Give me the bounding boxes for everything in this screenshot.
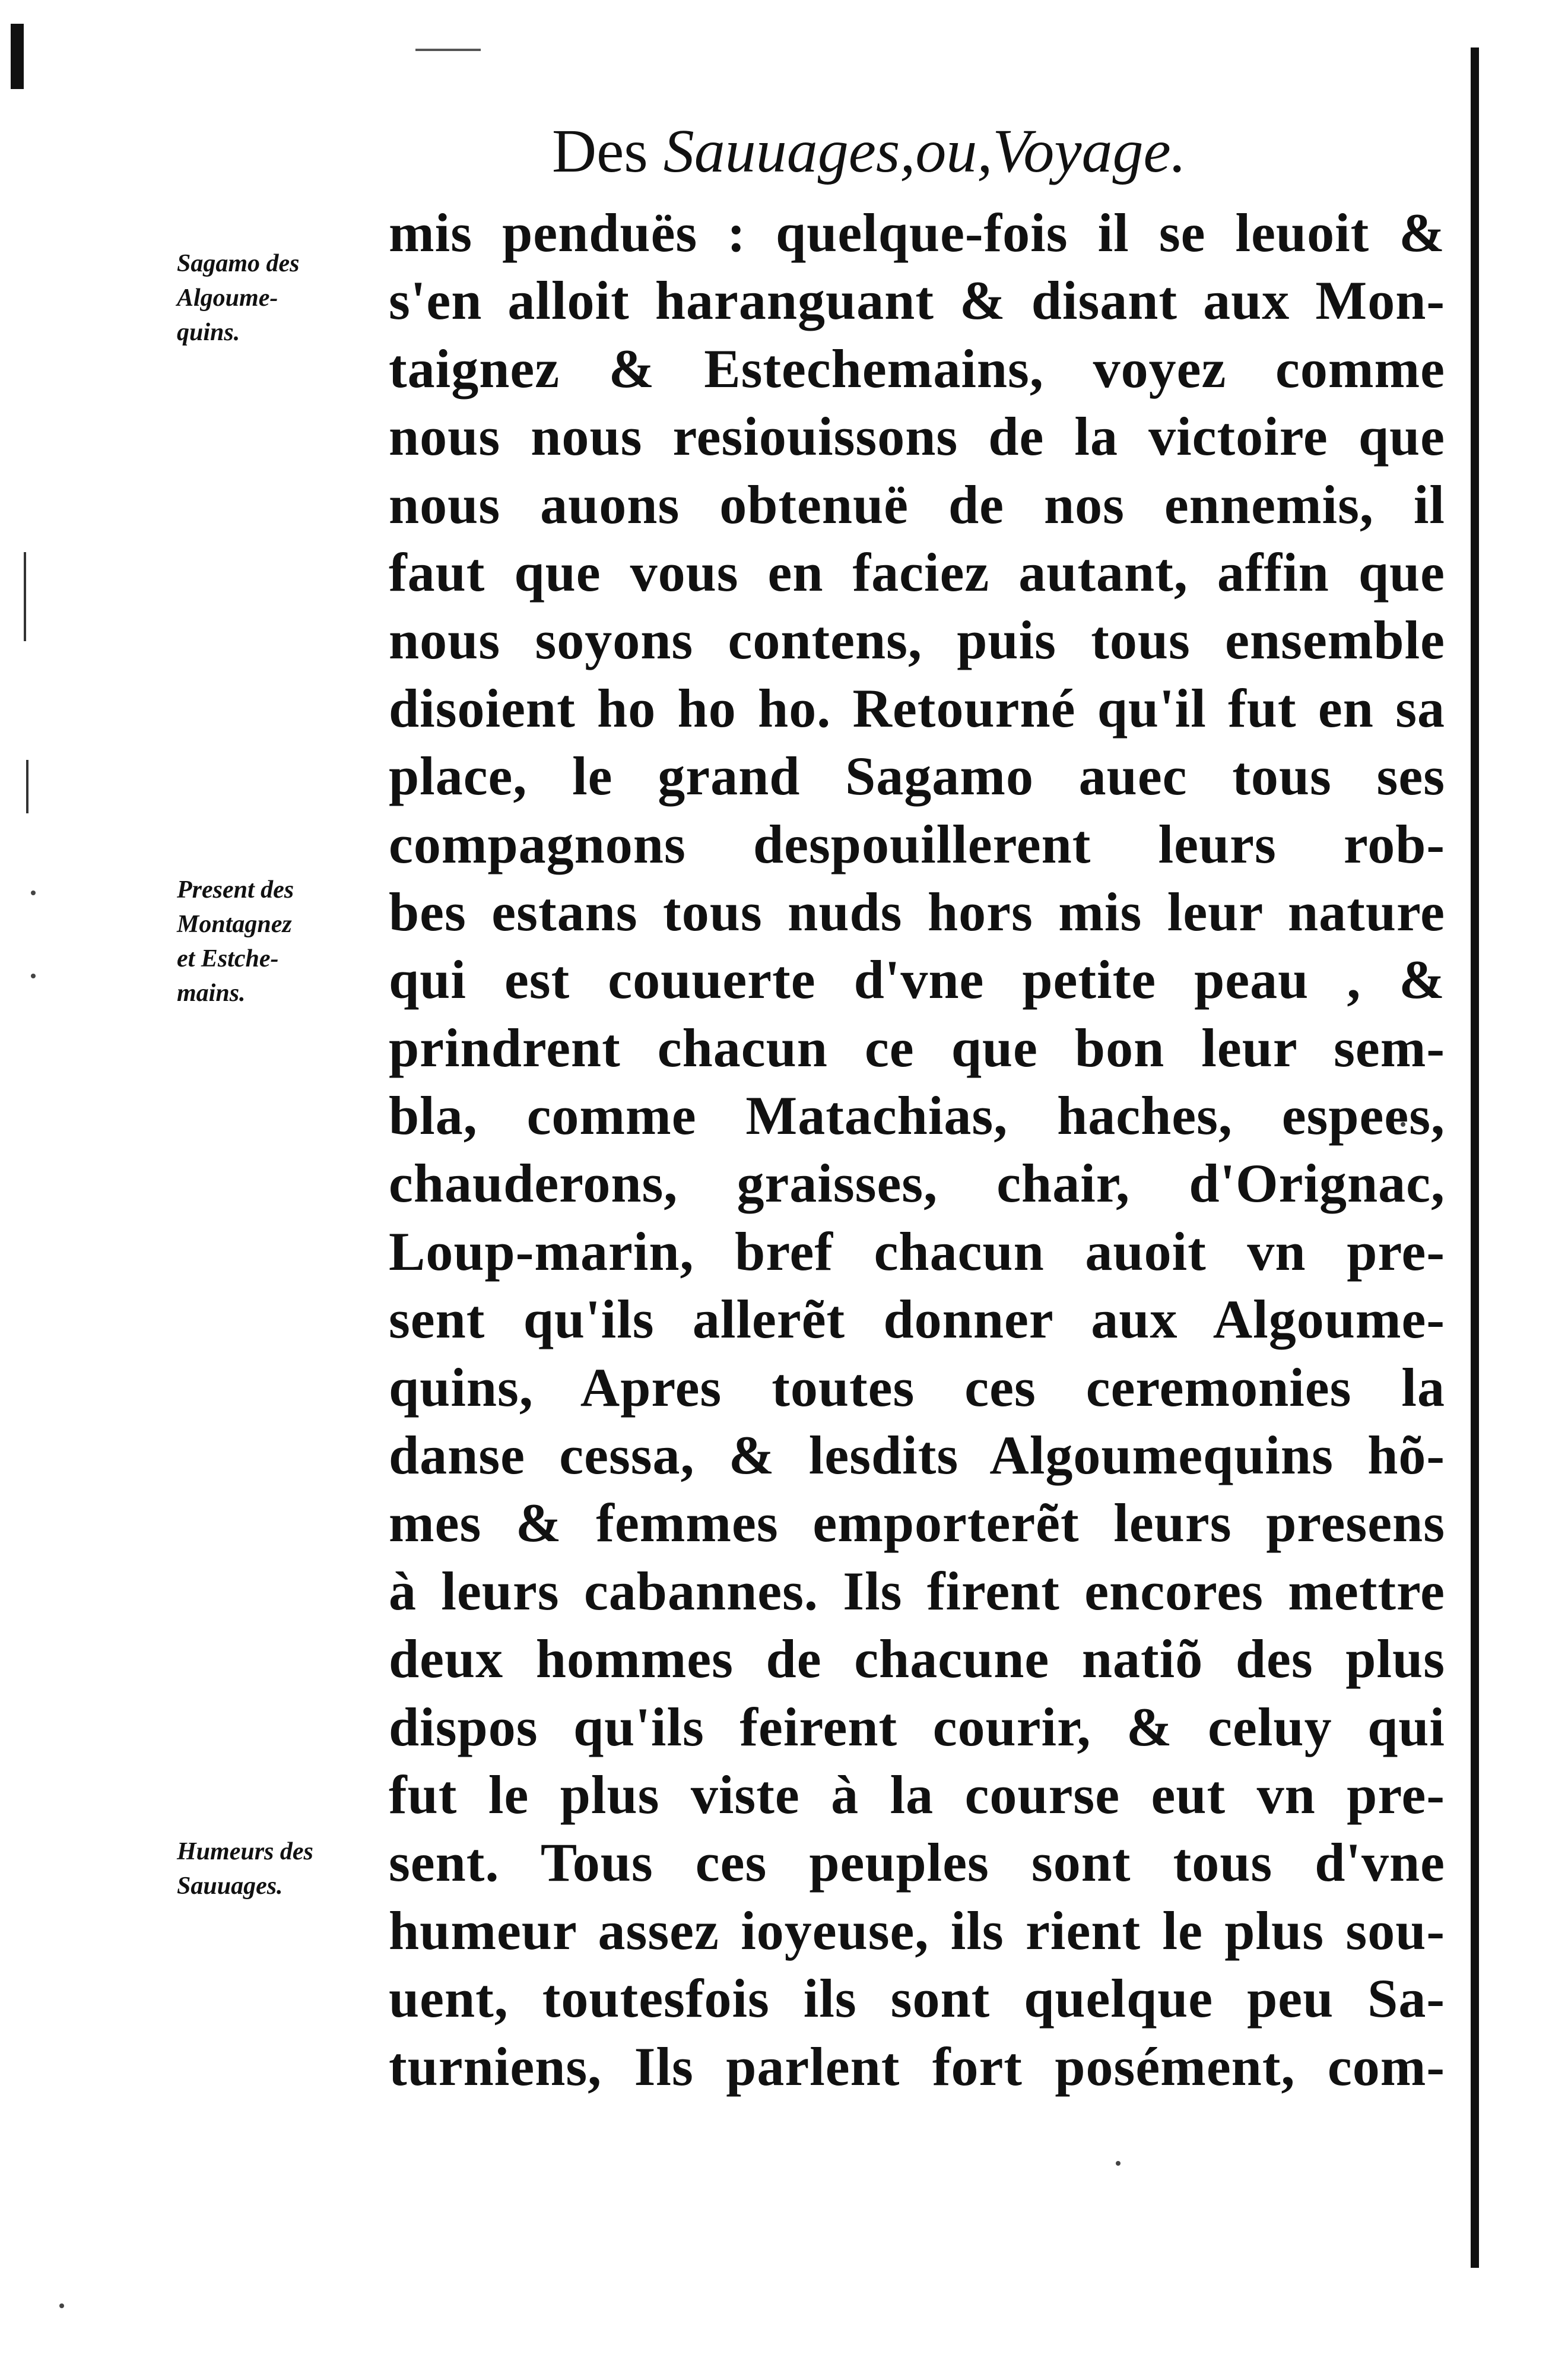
text-line: disoient ho ho ho. Retourné qu'il fut en sa [389,677,1445,739]
text-line: qui est couuerte d'vne petite peau , & [389,949,1445,1010]
scan-speck-dash [415,49,481,51]
text-line: faut que vous en faciez autant, affin que [389,541,1445,603]
marginal-note-line: Present des [177,876,294,904]
scan-edge-tick [24,552,26,641]
text-line: humeur assez ioyeuse, ils rient le plus sou- [389,1900,1445,1961]
text-line: fut le plus viste à la course eut vn pre- [389,1764,1445,1825]
scan-speck [31,974,36,978]
marginal-note-line: mains. [177,980,246,1007]
running-head [552,113,1323,190]
marginal-note [177,246,379,350]
text-line: deux hommes de chacune natiõ des plus [389,1628,1445,1690]
text-line: bes estans tous nuds hors mis leur nature [389,881,1445,942]
text-line: quins, Apres toutes ces ceremonies la [389,1357,1445,1418]
scan-edge-mark [11,24,24,89]
text-line: nous nous resiouissons de la victoire que [389,406,1445,467]
text-line: turniens, Ils parlent fort posément, com- [389,2036,1445,2097]
body-text [389,199,1445,2100]
text-line: nous soyons contens, puis tous ensemble [389,610,1445,671]
text-line: uent, toutesfois ils sont quelque peu Sa- [389,1968,1445,2029]
scan-speck [1116,2161,1121,2166]
scan-gutter-line [1471,47,1479,2268]
marginal-note-line: Sauuages. [177,1872,283,1900]
text-line: place, le grand Sagamo auec tous ses [389,746,1445,807]
text-line: sent qu'ils allerẽt donner aux Algoume- [389,1289,1445,1350]
text-line: à leurs cabannes. Ils firent encores mettre [389,1560,1445,1621]
text-line: compagnons despouillerent leurs rob- [389,813,1445,874]
text-line: danse cessa, & lesdits Algoumequins hõ- [389,1425,1445,1486]
text-line: s'en alloit haranguant & disant aux Mon- [389,270,1445,331]
marginal-note [177,873,379,1010]
text-line: mis penduës : quelque-fois il se leuoit & [389,202,1445,263]
text-line: Loup-marin, bref chacun auoit vn pre- [389,1221,1445,1282]
text-line: mes & femmes emporterẽt leurs presens [389,1492,1445,1554]
marginal-note-line: Algoume- [177,284,278,312]
scan-edge-tick [26,760,28,813]
scan-speck [59,2303,64,2308]
running-head-part2: Sauuages,ou,Voyage. [663,117,1186,185]
marginal-note-line: Humeurs des [177,1838,313,1865]
text-line: chauderons, graisses, chair, d'Orignac, [389,1153,1445,1214]
text-line: dispos qu'ils feirent courir, & celuy qui [389,1696,1445,1757]
marginal-note-line: et Estche- [177,945,279,972]
running-head-part1: Des [552,117,664,185]
text-line: bla, comme Matachias, haches, espees, [389,1085,1445,1146]
marginal-note-line: Montagnez [177,911,292,938]
marginal-note [177,1834,379,1903]
text-line: taignez & Estechemains, voyez comme [389,338,1445,399]
marginal-note-line: quins. [177,319,240,346]
text-line: prindrent chacun ce que bon leur sem- [389,1017,1445,1078]
text-line: nous auons obtenuë de nos ennemis, il [389,474,1445,535]
marginal-note-line: Sagamo des [177,250,300,277]
text-line: sent. Tous ces peuples sont tous d'vne [389,1832,1445,1893]
scan-speck [31,891,36,895]
